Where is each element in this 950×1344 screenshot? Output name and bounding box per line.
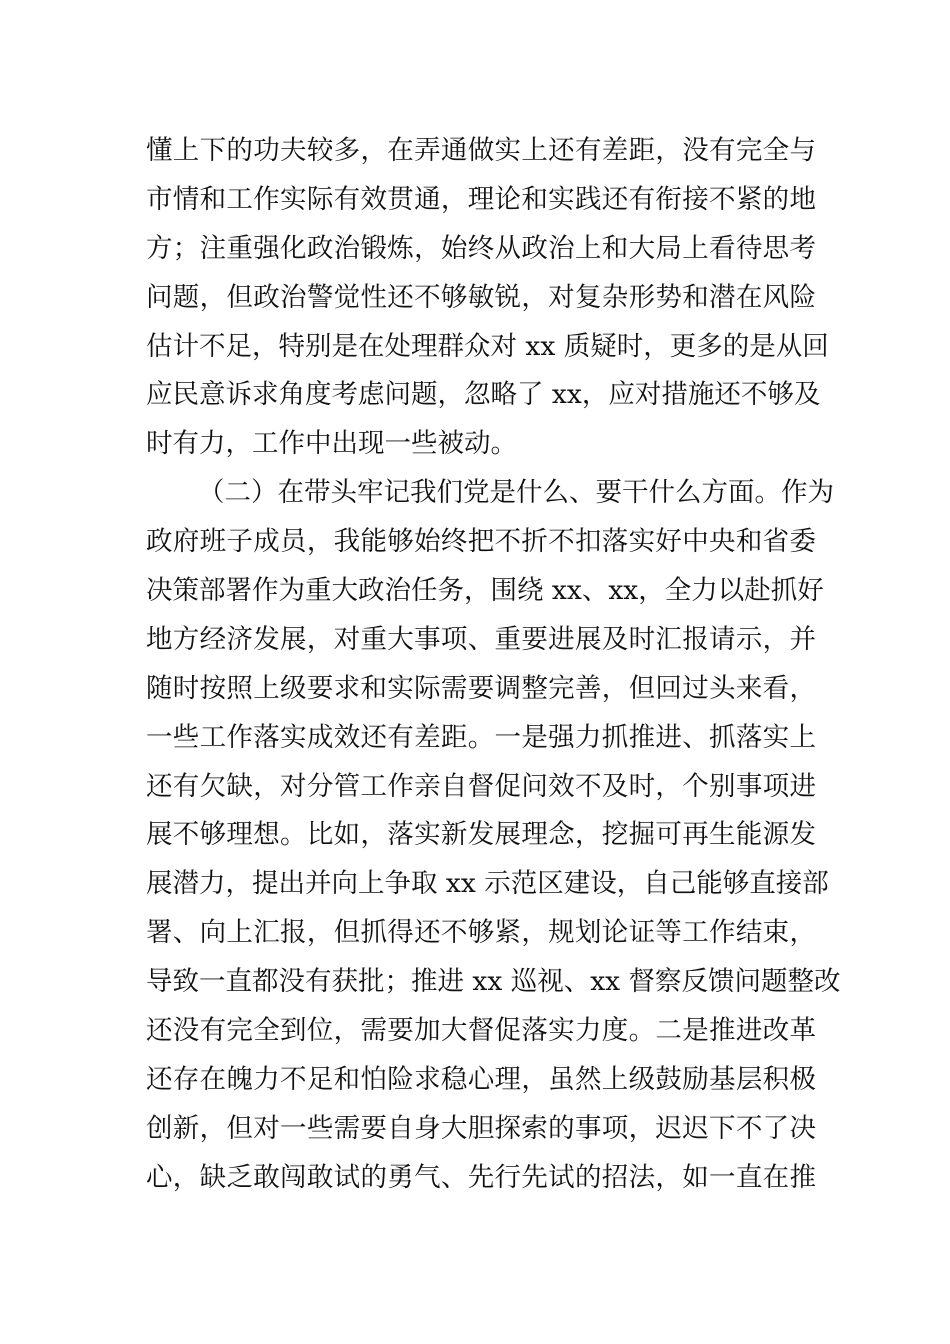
text-line: 应民意诉求角度考虑问题，忽略了 xx，应对措施还不够及	[146, 379, 821, 411]
text-line: 展不够理想。比如，落实新发展理念，挖掘可再生能源发	[146, 819, 816, 851]
text-line: 心，缺乏敢闯敢试的勇气、先行先试的招法，如一直在推	[146, 1161, 816, 1193]
text-line: 方；注重强化政治锻炼，始终从政治上和大局上看待思考	[146, 232, 816, 264]
text-line: 懂上下的功夫较多，在弄通做实上还有差距，没有完全与	[146, 135, 816, 166]
section-heading-line: （二）在带头牢记我们党是什么、要干什么方面。作为	[198, 477, 834, 509]
text-line: 导致一直都没有获批；推进 xx 巡视、xx 督察反馈问题整改	[146, 966, 841, 998]
text-line: 还没有完全到位，需要加大督促落实力度。二是推进改革	[146, 1015, 816, 1047]
text-line: 地方经济发展，对重大事项、重要进展及时汇报请示，并	[146, 623, 816, 655]
text-line: 市情和工作实际有效贯通，理论和实践还有衔接不紧的地	[146, 183, 816, 215]
paragraph-end-line: 时有力，工作中出现一些被动。	[146, 428, 517, 460]
text-line: 问题，但政治警觉性还不够敏锐，对复杂形势和潜在风险	[146, 281, 816, 313]
text-line: 创新，但对一些需要自身大胆探索的事项，迟迟下不了决	[146, 1112, 816, 1144]
text-line: 估计不足，特别是在处理群众对 xx 质疑时，更多的是从回	[146, 330, 829, 362]
text-line: 展潜力，提出并向上争取 xx 示范区建设，自己能够直接部	[146, 868, 829, 900]
text-line: 随时按照上级要求和实际需要调整完善，但回过头来看，	[146, 672, 816, 704]
text-line: 还有欠缺，对分管工作亲自督促问效不及时，个别事项进	[146, 770, 816, 802]
text-line: 署、向上汇报，但抓得还不够紧，规划论证等工作结束，	[146, 917, 816, 949]
body-text	[146, 127, 841, 1203]
text-line: 决策部署作为重大政治任务，围绕 xx、xx，全力以赴抓好	[146, 575, 824, 607]
text-line: 还存在魄力不足和怕险求稳心理，虽然上级鼓励基层积极	[146, 1063, 816, 1095]
text-line: 政府班子成员，我能够始终把不折不扣落实好中央和省委	[146, 526, 816, 558]
text-line: 一些工作落实成效还有差距。一是强力抓推进、抓落实上	[146, 721, 816, 753]
